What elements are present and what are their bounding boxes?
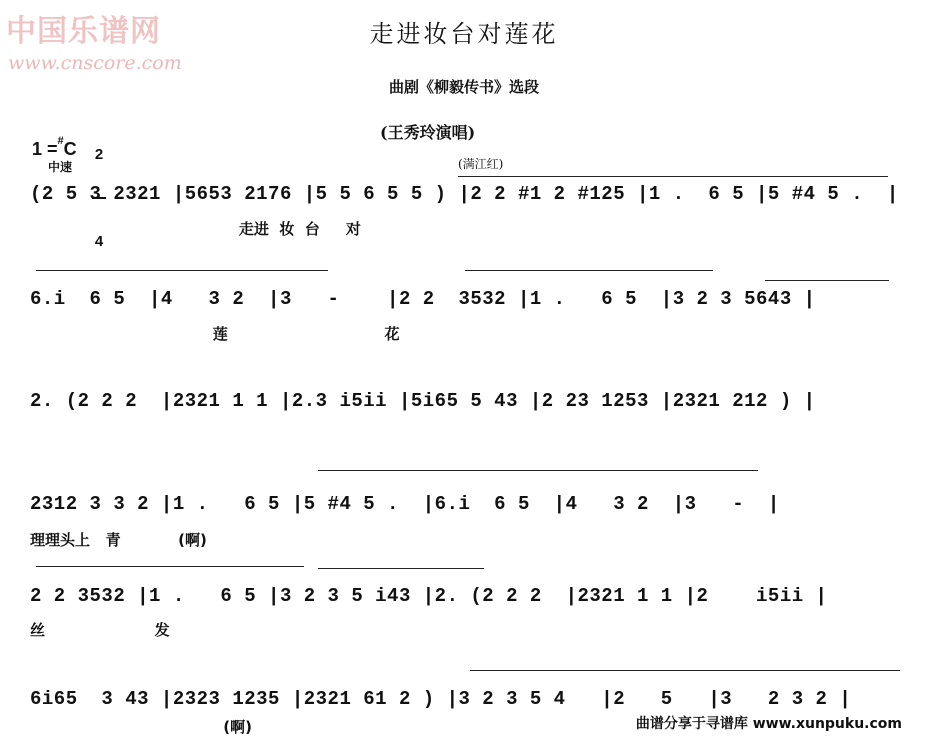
lyrics-row-5: 丝 发 <box>30 621 170 639</box>
time-signature-top: 2 <box>94 146 104 163</box>
lyrics-row-6: (啊) <box>30 718 252 736</box>
key-note: C <box>63 139 77 159</box>
song-subtitle: 曲剧《柳毅传书》选段 <box>388 78 539 96</box>
tune-name: (满江红) <box>458 157 504 171</box>
watermark-site-name: 中国乐谱网 <box>6 14 161 49</box>
slur-line <box>765 280 889 281</box>
slur-line <box>318 470 758 471</box>
slur-line <box>36 270 328 271</box>
slur-line <box>318 568 484 569</box>
song-title: 走进妆台对莲花 <box>369 20 559 48</box>
lyrics-row-1: 走进 妆 台 对 <box>30 220 361 238</box>
score-row-2: 6.i 6 5 |4 3 2 |3 - |2 2 3532 |1 . 6 5 |3 2 3 5643 | <box>30 288 816 310</box>
key-signature <box>22 118 77 160</box>
score-row-3: 2. (2 2 2 |2321 1 1 |2.3 i5ii |5i65 5 43 |2 23 1253 |2321 212 ) | <box>30 390 816 412</box>
score-row-4: 2312 3 3 2 |1 . 6 5 |5 #4 5 . |6.i 6 5 |4 3 2 |3 - | <box>30 493 780 515</box>
slur-line <box>470 670 900 671</box>
lyrics-row-4: 理理头上 青 (啊) <box>30 531 207 549</box>
tempo-marking: 中速 <box>48 160 73 174</box>
time-signature-bottom: 4 <box>94 233 104 250</box>
slur-line <box>458 176 888 177</box>
score-row-1: (2 5 3 2321 |5653 2176 |5 5 6 5 5 ) |2 2 #1 2 #125 |1 . 6 5 |5 #4 5 . | <box>30 183 899 205</box>
lyrics-row-2: 莲 花 <box>30 325 400 343</box>
key-prefix: 1 = <box>32 139 58 159</box>
score-row-5: 2 2 3532 |1 . 6 5 |3 2 3 5 i43 |2. (2 2 2 |2321 1 1 |2 i5ii | <box>30 585 828 607</box>
score-row-6: 6i65 3 43 |2323 1235 |2321 61 2 ) |3 2 3 5 4 |2 5 |3 2 3 2 | <box>30 688 852 710</box>
footer-credit: 曲谱分享于寻谱库 www.xunpuku.com <box>635 716 902 732</box>
key-sharp: # <box>57 135 64 147</box>
singer-credit: (王秀玲演唱) <box>380 123 476 142</box>
slur-line <box>36 566 304 567</box>
watermark-site-url: www.cnscore.com <box>8 52 182 74</box>
slur-line <box>465 270 713 271</box>
